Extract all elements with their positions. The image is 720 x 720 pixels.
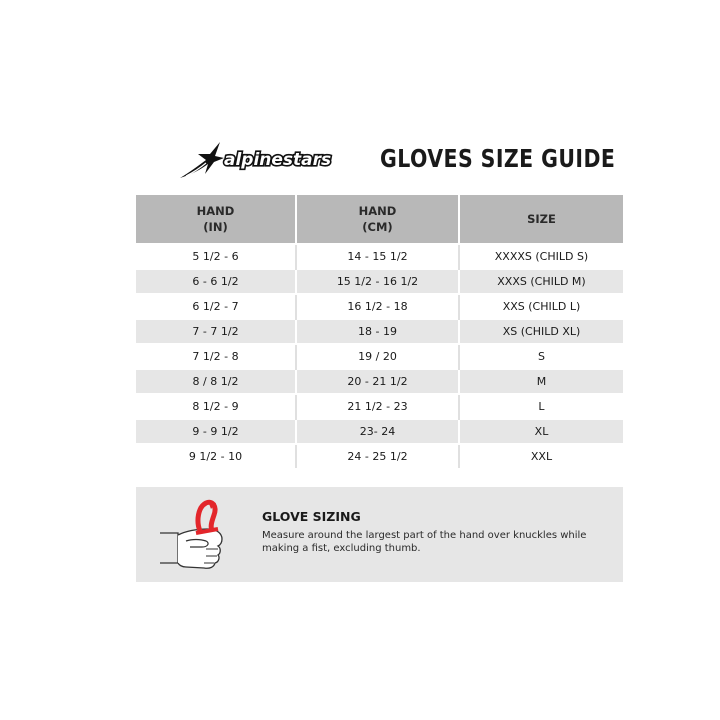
hand-fist-measure-icon — [156, 493, 228, 575]
cell-hand-in: 7 - 7 1/2 — [136, 319, 296, 344]
cell-hand-cm: 16 1/2 - 18 — [296, 294, 459, 319]
table-row — [136, 444, 623, 468]
header-line: HAND — [358, 204, 397, 218]
table-row — [136, 269, 623, 294]
cell-hand-in: 9 - 9 1/2 — [136, 419, 296, 444]
table-row — [136, 319, 623, 344]
cell-hand-cm: 20 - 21 1/2 — [296, 369, 459, 394]
brand-logo — [178, 134, 370, 182]
size-table — [136, 195, 623, 468]
alpinestars-logo-icon — [178, 134, 370, 182]
cell-hand-cm: 14 - 15 1/2 — [296, 244, 459, 269]
column-header-hand-cm — [296, 195, 459, 244]
cell-hand-in: 6 - 6 1/2 — [136, 269, 296, 294]
table-row — [136, 244, 623, 269]
cell-size: XXL — [459, 444, 623, 468]
header-unit: (IN) — [203, 220, 228, 234]
cell-size: XXXS (CHILD M) — [459, 269, 623, 294]
cell-size: XL — [459, 419, 623, 444]
glove-sizing-description: Measure around the largest part of the hand over knuckles while making a fist, excluding thumb. — [262, 530, 587, 554]
cell-size: M — [459, 369, 623, 394]
column-header-hand-in — [136, 195, 296, 244]
table-header-row — [136, 195, 623, 244]
table-row — [136, 344, 623, 369]
glove-sizing-heading: GLOVE SIZING — [262, 509, 361, 524]
cell-hand-in: 5 1/2 - 6 — [136, 244, 296, 269]
cell-size: XXXXS (CHILD S) — [459, 244, 623, 269]
table-row — [136, 369, 623, 394]
cell-hand-in: 8 / 8 1/2 — [136, 369, 296, 394]
cell-hand-in: 9 1/2 - 10 — [136, 444, 296, 468]
cell-hand-in: 7 1/2 - 8 — [136, 344, 296, 369]
header-line: HAND — [196, 204, 235, 218]
column-header-size — [459, 195, 623, 244]
cell-size: L — [459, 394, 623, 419]
table-row — [136, 294, 623, 319]
cell-size: XXS (CHILD L) — [459, 294, 623, 319]
svg-text:alpinestars: alpinestars — [224, 150, 332, 170]
glove-sizing-panel — [136, 487, 623, 582]
cell-size: S — [459, 344, 623, 369]
page-title: GLOVES SIZE GUIDE — [380, 143, 616, 173]
cell-hand-cm: 24 - 25 1/2 — [296, 444, 459, 468]
cell-hand-in: 6 1/2 - 7 — [136, 294, 296, 319]
header — [178, 134, 616, 182]
cell-hand-cm: 21 1/2 - 23 — [296, 394, 459, 419]
cell-hand-cm: 18 - 19 — [296, 319, 459, 344]
header-line: SIZE — [527, 212, 556, 226]
cell-hand-cm: 23- 24 — [296, 419, 459, 444]
header-unit: (CM) — [362, 220, 393, 234]
cell-hand-in: 8 1/2 - 9 — [136, 394, 296, 419]
cell-size: XS (CHILD XL) — [459, 319, 623, 344]
cell-hand-cm: 19 / 20 — [296, 344, 459, 369]
table-row — [136, 394, 623, 419]
table-row — [136, 419, 623, 444]
cell-hand-cm: 15 1/2 - 16 1/2 — [296, 269, 459, 294]
